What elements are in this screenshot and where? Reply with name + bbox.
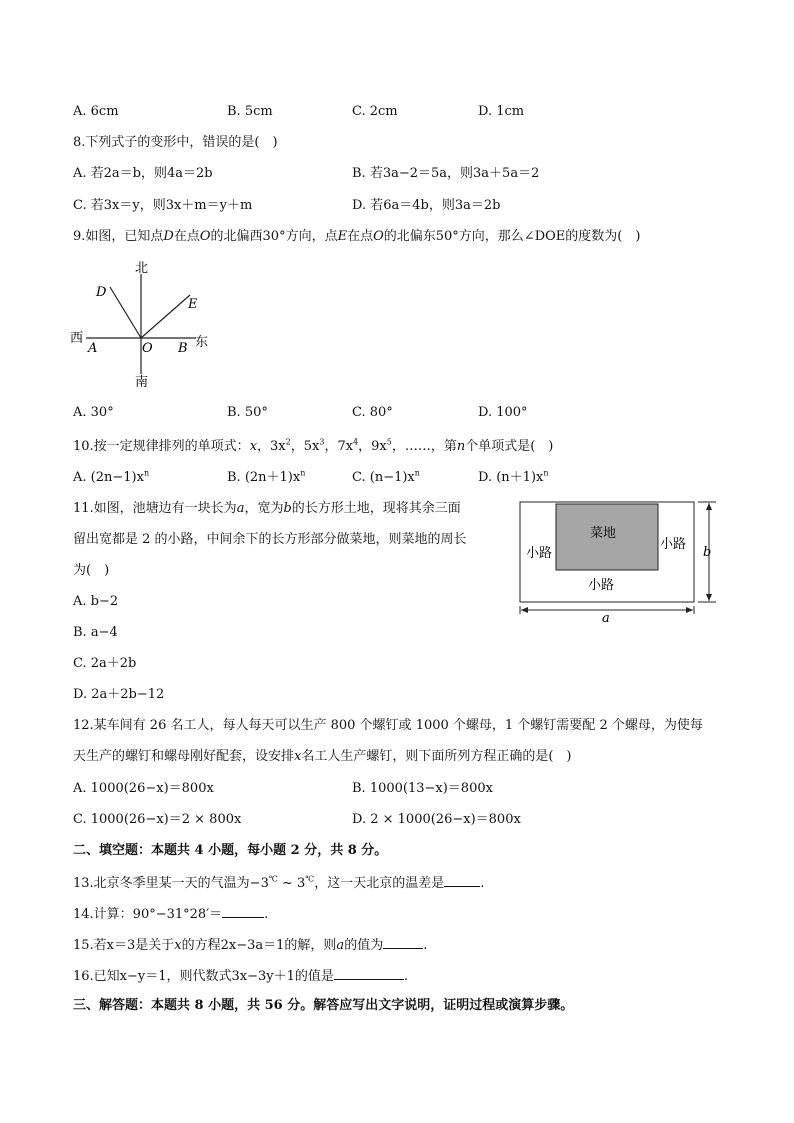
option-a: A. 30° [73,405,114,420]
option-a: A. b−2 [73,594,119,609]
question-stem: 10.按一定规律排列的单项式：x，$3x^2$，$5x^3$，$7x^4$，$9x^5$，……，第n个单项式是( ) [73,437,554,454]
garden-figure [512,496,732,624]
option-a: A. 若2a＝b，则4a＝2b [73,166,213,181]
question-stem-line-2: 留出宽都是 2 的小路，中间余下的长方形部分做菜地，则菜地的周长 [73,532,467,547]
question-stem: 9.如图，已知点D在点O的北偏西30°方向，点E在点O的北偏东50°方向，那么∠DOE的度数为( ) [73,229,641,244]
answer-blank[interactable] [334,967,404,980]
option-c: C. 2a＋2b [73,656,137,671]
height-label: b [703,545,712,560]
question-stem-line-1: 11.如图，池塘边有一块长为a，宽为b的长方形土地，现将其余三面 [73,501,461,516]
direction-figure [66,256,226,396]
south-label: 南 [135,375,149,390]
garden-label: 菜地 [590,526,617,541]
option-a: A. $(2n-1)x^n$ [73,468,150,485]
option-d: D. $(n+1)x^n$ [478,468,549,485]
option-d: D. 2a＋2b−12 [73,687,165,702]
east-label: 东 [195,335,209,350]
question-stem-line-2: 天生产的螺钉和螺母刚好配套，设安排x名工人生产螺钉，则下面所列方程正确的是( ) [73,749,572,764]
option-b: B. 1000(13−x)＝800x [352,781,493,796]
option-b: B. 5cm [227,104,273,119]
question-16: 16.已知x−y＝1，则代数式3x−3y＋1的值是 . [73,969,409,984]
point-a-label: A [88,341,98,356]
answer-blank[interactable] [444,874,480,887]
section-heading-fill-in: 二、填空题：本题共 4 小题，每小题 2 分，共 8 分。 [73,843,388,858]
option-b: B. 50° [227,405,268,420]
option-c: C. 若3x＝y，则3x＋m＝y＋m [73,198,253,213]
option-d: D. 2 × 1000(26−x)＝800x [352,812,521,827]
question-15: 15.若x＝3是关于x的方程2x−3a＝1的解，则a的值为 . [73,938,428,953]
point-e-label: E [188,297,198,312]
point-o-label: O [142,341,153,356]
option-a: A. 1000(26−x)＝800x [73,781,214,796]
option-a: A. 6cm [73,104,119,119]
width-label: a [602,611,610,624]
option-b: B. 若3a−2＝5a，则3a＋5a＝2 [352,166,540,181]
option-c: C. $(n-1)x^n$ [352,468,420,485]
question-stem: 8.下列式子的变形中，错误的是( ) [73,135,278,150]
answer-blank[interactable] [383,936,423,949]
answer-blank[interactable] [222,905,264,918]
option-d: D. 1cm [478,104,525,119]
question-stem-line-3: 为( ) [73,563,110,578]
question-13: 13.北京冬季里某一天的气温为−3℃ ~ 3℃，这一天北京的温差是 . [73,874,485,891]
question-stem-line-1: 12.某车间有 26 名工人，每人每天可以生产 800 个螺钉或 1000 个螺母，1 个螺钉需要配 2 个螺母，为使每 [73,718,703,733]
option-c: C. 2cm [352,104,398,119]
point-d-label: D [96,285,107,300]
section-heading-solutions: 三、解答题：本题共 8 小题，共 56 分。解答应写出文字说明，证明过程或演算步骤。 [73,998,574,1013]
option-b: B. a−4 [73,625,118,640]
west-label: 西 [70,331,84,346]
question-14: 14.计算：90°−31°28′＝ . [73,907,269,922]
path-bottom-label: 小路 [588,578,615,593]
option-b: B. $(2n+1)x^n$ [227,468,306,485]
point-b-label: B [178,341,188,356]
option-d: D. 100° [478,405,528,420]
option-d: D. 若6a＝4b，则3a＝2b [352,198,501,213]
option-c: C. 1000(26−x)＝2 × 800x [73,812,242,827]
path-left-label: 小路 [526,546,553,561]
path-right-label: 小路 [660,537,687,552]
option-c: C. 80° [352,405,393,420]
north-label: 北 [135,261,149,276]
